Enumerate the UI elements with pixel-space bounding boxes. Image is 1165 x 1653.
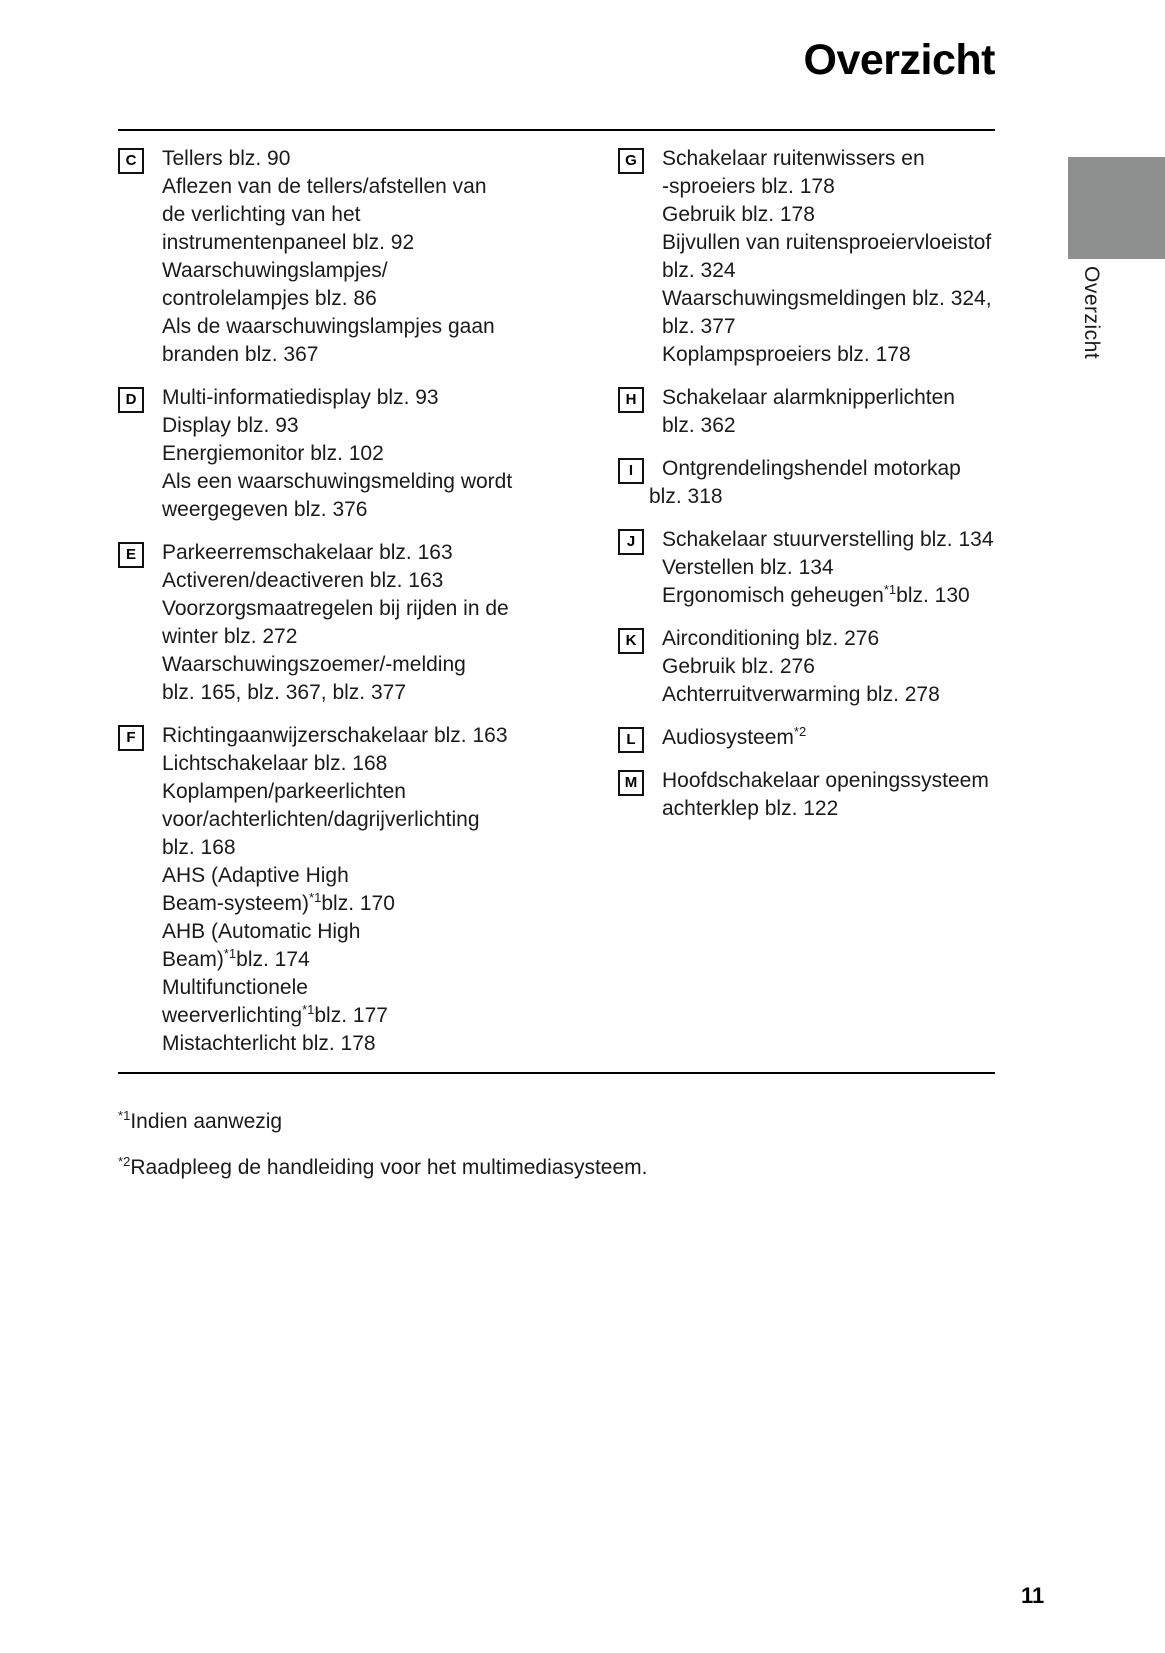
- footnote-reference: *1: [309, 890, 322, 905]
- section-label-box: C: [118, 148, 144, 174]
- section-text-line: Gebruik blz. 178: [662, 203, 815, 226]
- section-text-line: Koplampen/parkeerlichten: [162, 780, 406, 803]
- page-title: Overzicht: [803, 36, 995, 84]
- section-text-line: weergegeven blz. 376: [162, 498, 368, 521]
- section-text-line: blz. 165, blz. 367, blz. 377: [162, 681, 406, 704]
- section-text-line: blz. 324: [662, 259, 736, 282]
- section-text-line: Als een waarschuwingsmelding wordt: [162, 470, 513, 493]
- section-G: [618, 145, 1005, 369]
- section-J: [618, 526, 1005, 610]
- section-text-line: blz. 318: [649, 485, 723, 508]
- footnote-marker: *1: [118, 1108, 131, 1123]
- section-text-line: voor/achterlichten/dagrijverlichting: [162, 808, 480, 831]
- section-text-line: Multifunctionele: [162, 976, 308, 999]
- section-text-line: winter blz. 272: [162, 625, 298, 648]
- section-text-line: Airconditioning blz. 276: [662, 627, 880, 650]
- section-text-line: AHB (Automatic High: [162, 920, 361, 943]
- section-D: [118, 384, 558, 524]
- section-text-line: Richtingaanwijzerschakelaar blz. 163: [162, 724, 508, 747]
- section-H: [618, 384, 1005, 440]
- section-text-line: AHS (Adaptive High: [162, 864, 349, 887]
- footnote-reference: *1: [223, 946, 237, 961]
- section-label-box: L: [618, 727, 644, 753]
- section-text-line: Schakelaar ruitenwissers en: [662, 147, 925, 170]
- section-label-box: E: [118, 542, 144, 568]
- section-text-line: Waarschuwingslampjes/: [162, 259, 388, 282]
- section-text-line: Audiosysteem$^{*2}$: [662, 724, 807, 749]
- section-text-line: achterklep blz. 122: [662, 797, 839, 820]
- section-text-line: Achterruitverwarming blz. 278: [662, 683, 940, 706]
- section-label-box: M: [618, 770, 644, 796]
- section-text-line: Waarschuwingsmeldingen blz. 324,: [662, 287, 992, 310]
- section-text-line: Multi-informatiedisplay blz. 93: [162, 386, 439, 409]
- section-text-line: Voorzorgsmaatregelen bij rijden in de: [162, 597, 509, 620]
- section-label-box: J: [618, 529, 644, 555]
- section-text-line: Beam)$^{*1}$blz. 174: [162, 946, 310, 971]
- section-label-box: D: [118, 387, 144, 413]
- footnotes: [118, 1108, 998, 1200]
- section-text-line: Energiemonitor blz. 102: [162, 442, 384, 465]
- footnote: $^{*1}$Indien aanwezig: [118, 1108, 283, 1133]
- section-label-box: K: [618, 628, 644, 654]
- section-text-line: Lichtschakelaar blz. 168: [162, 752, 388, 775]
- section-text-line: Bijvullen van ruitensproeiervloeistof: [662, 231, 992, 254]
- section-L: [618, 724, 1005, 752]
- section-text-line: Verstellen blz. 134: [662, 556, 834, 579]
- section-label-box: H: [618, 387, 644, 413]
- section-text-line: Mistachterlicht blz. 178: [162, 1032, 376, 1055]
- section-text-line: Hoofdschakelaar openingssysteem: [662, 769, 989, 792]
- section-M: [618, 767, 1005, 823]
- section-text-line: blz. 362: [662, 414, 736, 437]
- bottom-divider: [118, 1072, 995, 1074]
- section-text-line: Ontgrendelingshendel motorkap: [662, 457, 961, 480]
- column-left: [118, 145, 558, 1073]
- section-text-line: Als de waarschuwingslampjes gaan: [162, 315, 495, 338]
- section-text-line: blz. 377: [662, 315, 736, 338]
- section-text-line: Beam-systeem)$^{*1}$blz. 170: [162, 890, 395, 915]
- chapter-tab: [1068, 157, 1165, 259]
- section-text-line: Schakelaar alarmknipperlichten: [662, 386, 955, 409]
- section-text-line: Display blz. 93: [162, 414, 299, 437]
- content-columns: [118, 145, 1005, 1073]
- section-text-line: Aflezen van de tellers/afstellen van: [162, 175, 487, 198]
- section-I: [618, 455, 1005, 511]
- page-number: 11: [1021, 1583, 1045, 1608]
- section-text-line: controlelampjes blz. 86: [162, 287, 377, 310]
- section-text-line: weerverlichting$^{*1}$blz. 177: [162, 1002, 388, 1027]
- section-text-line: Koplampsproeiers blz. 178: [662, 343, 911, 366]
- section-text-line: Waarschuwingszoemer/-melding: [162, 653, 466, 676]
- footnote-reference: *1: [883, 582, 897, 597]
- section-text-line: instrumentenpaneel blz. 92: [162, 231, 415, 254]
- section-text-line: Gebruik blz. 276: [662, 655, 815, 678]
- top-divider: [118, 129, 995, 131]
- section-F: [118, 722, 558, 1058]
- section-text-line: Ergonomisch geheugen$^{*1}$blz. 130: [662, 582, 970, 607]
- column-right: [618, 145, 1005, 1073]
- section-label-box: G: [618, 148, 644, 174]
- section-text-line: Schakelaar stuurverstelling blz. 134: [662, 528, 994, 551]
- section-text-line: Activeren/deactiveren blz. 163: [162, 569, 444, 592]
- section-text-line: Tellers blz. 90: [162, 147, 291, 170]
- section-label-box: I: [618, 458, 644, 484]
- section-E: [118, 539, 558, 707]
- footnote-reference: *2: [793, 724, 807, 739]
- footnote-marker: *2: [118, 1154, 131, 1169]
- footnote: $^{*2}$Raadpleeg de handleiding voor het multimediasysteem.: [118, 1154, 648, 1179]
- section-C: [118, 145, 558, 369]
- chapter-tab-label: Overzicht: [1080, 266, 1103, 360]
- section-label-box: F: [118, 725, 144, 751]
- section-text-line: blz. 168: [162, 836, 236, 859]
- section-text-line: branden blz. 367: [162, 343, 319, 366]
- section-text-line: Parkeerremschakelaar blz. 163: [162, 541, 453, 564]
- section-text-line: de verlichting van het: [162, 203, 361, 226]
- footnote-reference: *1: [302, 1002, 315, 1017]
- section-K: [618, 625, 1005, 709]
- section-text-line: -sproeiers blz. 178: [662, 175, 835, 198]
